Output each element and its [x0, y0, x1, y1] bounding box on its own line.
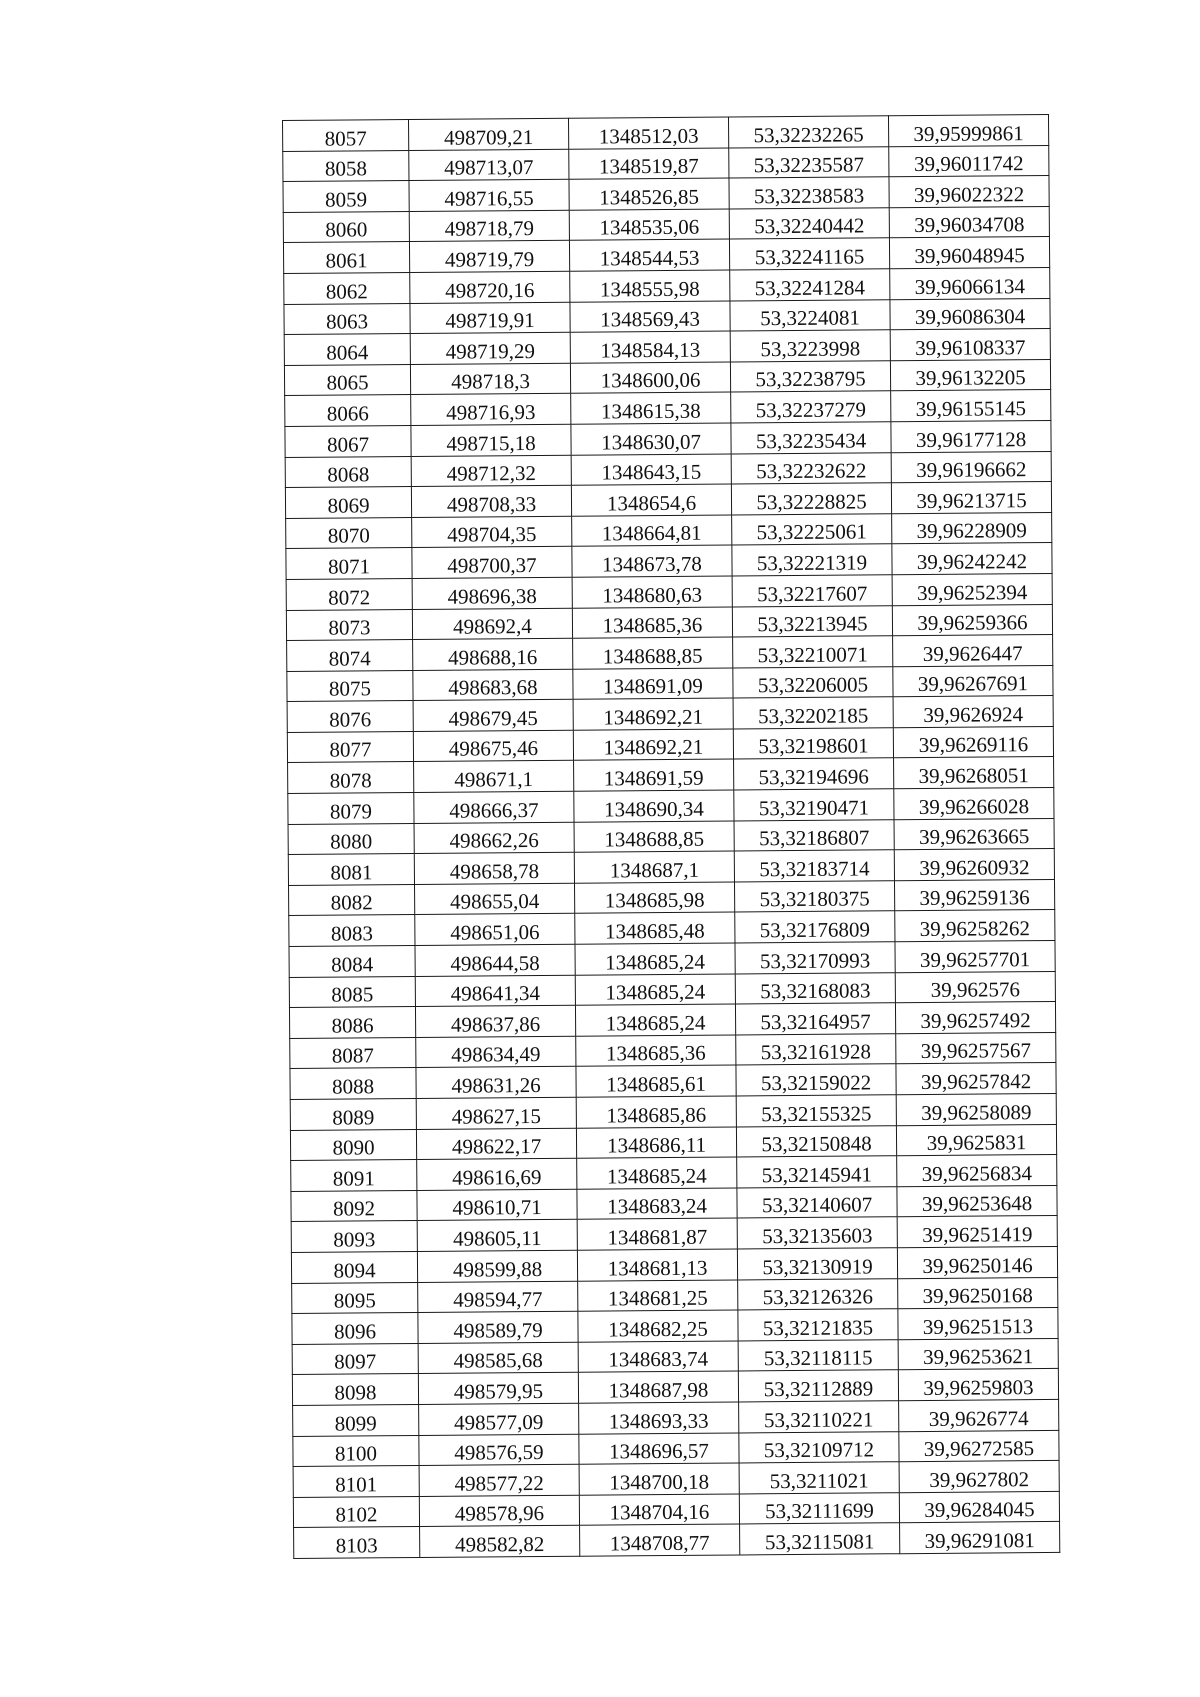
latitude-cell: 53,32155325 [736, 1095, 896, 1127]
x-coordinate-cell: 498655,04 [415, 883, 575, 915]
point-number-cell: 8060 [283, 211, 409, 243]
latitude-cell: 53,32161928 [736, 1034, 896, 1066]
latitude-cell: 53,32225061 [732, 513, 892, 545]
point-number-cell: 8103 [294, 1527, 420, 1559]
longitude-cell: 39,96228909 [892, 512, 1052, 544]
latitude-cell: 53,32235434 [731, 422, 891, 454]
longitude-cell: 39,96257701 [895, 940, 1055, 972]
latitude-cell: 53,32130919 [737, 1248, 897, 1280]
x-coordinate-cell: 498576,59 [419, 1434, 579, 1466]
x-coordinate-cell: 498692,4 [412, 608, 572, 640]
x-coordinate-cell: 498662,26 [414, 822, 574, 854]
y-coordinate-cell: 1348700,18 [579, 1463, 739, 1495]
y-coordinate-cell: 1348692,21 [573, 729, 733, 761]
x-coordinate-cell: 498634,49 [416, 1036, 576, 1068]
longitude-cell: 39,96253648 [897, 1185, 1057, 1217]
x-coordinate-cell: 498582,82 [420, 1526, 580, 1558]
x-coordinate-cell: 498599,88 [417, 1250, 577, 1282]
latitude-cell: 53,32238795 [730, 360, 890, 392]
latitude-cell: 53,32168083 [735, 972, 895, 1004]
x-coordinate-cell: 498605,11 [417, 1220, 577, 1252]
longitude-cell: 39,96034708 [889, 206, 1049, 238]
point-number-cell: 8073 [286, 609, 412, 641]
point-number-cell: 8084 [289, 946, 415, 978]
y-coordinate-cell: 1348630,07 [571, 423, 731, 455]
longitude-cell: 39,96259136 [894, 879, 1054, 911]
longitude-cell: 39,96259803 [898, 1369, 1058, 1401]
y-coordinate-cell: 1348673,78 [572, 545, 732, 577]
point-number-cell: 8095 [292, 1282, 418, 1314]
y-coordinate-cell: 1348691,09 [573, 668, 733, 700]
longitude-cell: 39,96268051 [894, 757, 1054, 789]
y-coordinate-cell: 1348569,43 [570, 301, 730, 333]
point-number-cell: 8097 [292, 1343, 418, 1375]
latitude-cell: 53,32164957 [735, 1003, 895, 1035]
y-coordinate-cell: 1348682,25 [578, 1310, 738, 1342]
y-coordinate-cell: 1348688,85 [574, 821, 734, 853]
x-coordinate-cell: 498716,93 [411, 394, 571, 426]
longitude-cell: 39,96256834 [897, 1155, 1057, 1187]
point-number-cell: 8102 [293, 1496, 419, 1528]
x-coordinate-cell: 498683,68 [413, 669, 573, 701]
latitude-cell: 53,32240442 [729, 208, 889, 240]
longitude-cell: 39,96132205 [890, 359, 1050, 391]
latitude-cell: 53,32170993 [735, 942, 895, 974]
latitude-cell: 53,3211021 [739, 1462, 899, 1494]
y-coordinate-cell: 1348685,36 [576, 1035, 736, 1067]
latitude-cell: 53,32135603 [737, 1217, 897, 1249]
y-coordinate-cell: 1348600,06 [570, 362, 730, 394]
longitude-cell: 39,96177128 [891, 420, 1051, 452]
y-coordinate-cell: 1348708,77 [580, 1524, 740, 1556]
x-coordinate-cell: 498577,09 [419, 1403, 579, 1435]
latitude-cell: 53,32145941 [737, 1156, 897, 1188]
point-number-cell: 8077 [287, 731, 413, 763]
x-coordinate-cell: 498713,07 [409, 149, 569, 181]
latitude-cell: 53,32194696 [734, 758, 894, 790]
longitude-cell: 39,9625831 [896, 1124, 1056, 1156]
longitude-cell: 39,9627802 [899, 1461, 1059, 1493]
x-coordinate-cell: 498666,37 [414, 791, 574, 823]
x-coordinate-cell: 498579,95 [418, 1373, 578, 1405]
longitude-cell: 39,96267691 [893, 665, 1053, 697]
point-number-cell: 8069 [285, 487, 411, 519]
latitude-cell: 53,32112889 [738, 1370, 898, 1402]
x-coordinate-cell: 498718,3 [410, 363, 570, 395]
longitude-cell: 39,96258089 [896, 1093, 1056, 1125]
point-number-cell: 8066 [285, 395, 411, 427]
point-number-cell: 8058 [283, 150, 409, 182]
x-coordinate-cell: 498585,68 [418, 1342, 578, 1374]
x-coordinate-cell: 498679,45 [413, 700, 573, 732]
y-coordinate-cell: 1348693,33 [579, 1402, 739, 1434]
longitude-cell: 39,96242242 [892, 543, 1052, 575]
y-coordinate-cell: 1348688,85 [573, 637, 733, 669]
y-coordinate-cell: 1348687,1 [574, 851, 734, 883]
y-coordinate-cell: 1348686,11 [576, 1127, 736, 1159]
x-coordinate-cell: 498719,91 [410, 302, 570, 334]
longitude-cell: 39,96263665 [894, 818, 1054, 850]
latitude-cell: 53,32183714 [734, 850, 894, 882]
point-number-cell: 8072 [286, 578, 412, 610]
longitude-cell: 39,96257567 [896, 1032, 1056, 1064]
latitude-cell: 53,32180375 [734, 881, 894, 913]
longitude-cell: 39,9626447 [893, 635, 1053, 667]
x-coordinate-cell: 498720,16 [410, 271, 570, 303]
x-coordinate-cell: 498708,33 [411, 485, 571, 517]
coordinate-table [282, 114, 1060, 1559]
y-coordinate-cell: 1348681,13 [577, 1249, 737, 1281]
point-number-cell: 8085 [289, 976, 415, 1008]
y-coordinate-cell: 1348519,87 [569, 148, 729, 180]
point-number-cell: 8078 [288, 762, 414, 794]
x-coordinate-cell: 498704,35 [412, 516, 572, 548]
x-coordinate-cell: 498641,34 [415, 975, 575, 1007]
latitude-cell: 53,32232265 [728, 116, 888, 148]
x-coordinate-cell: 498644,58 [415, 944, 575, 976]
point-number-cell: 8075 [287, 670, 413, 702]
x-coordinate-cell: 498719,29 [410, 332, 570, 364]
point-number-cell: 8068 [285, 456, 411, 488]
x-coordinate-cell: 498709,21 [409, 118, 569, 150]
point-number-cell: 8101 [293, 1466, 419, 1498]
coordinate-table-body [283, 114, 1060, 1558]
latitude-cell: 53,32237279 [731, 391, 891, 423]
longitude-cell: 39,96155145 [891, 390, 1051, 422]
latitude-cell: 53,32210071 [733, 636, 893, 668]
point-number-cell: 8083 [289, 915, 415, 947]
longitude-cell: 39,96011742 [889, 145, 1049, 177]
y-coordinate-cell: 1348696,57 [579, 1432, 739, 1464]
latitude-cell: 53,32238583 [729, 177, 889, 209]
longitude-cell: 39,96258262 [895, 910, 1055, 942]
x-coordinate-cell: 498715,18 [411, 424, 571, 456]
point-number-cell: 8065 [284, 364, 410, 396]
latitude-cell: 53,32118115 [738, 1339, 898, 1371]
latitude-cell: 53,3224081 [730, 299, 890, 331]
longitude-cell: 39,95999861 [888, 114, 1048, 146]
latitude-cell: 53,32109712 [739, 1431, 899, 1463]
point-number-cell: 8071 [286, 548, 412, 580]
x-coordinate-cell: 498651,06 [415, 914, 575, 946]
point-number-cell: 8087 [290, 1037, 416, 1069]
point-number-cell: 8089 [290, 1098, 416, 1130]
longitude-cell: 39,96291081 [900, 1522, 1060, 1554]
longitude-cell: 39,96257492 [895, 1002, 1055, 1034]
latitude-cell: 53,32140607 [737, 1186, 897, 1218]
latitude-cell: 53,32206005 [733, 666, 893, 698]
point-number-cell: 8094 [291, 1251, 417, 1283]
x-coordinate-cell: 498616,69 [417, 1158, 577, 1190]
x-coordinate-cell: 498594,77 [418, 1281, 578, 1313]
y-coordinate-cell: 1348690,34 [574, 790, 734, 822]
x-coordinate-cell: 498719,79 [409, 241, 569, 273]
longitude-cell: 39,96108337 [890, 329, 1050, 361]
latitude-cell: 53,32190471 [734, 789, 894, 821]
point-number-cell: 8082 [289, 884, 415, 916]
latitude-cell: 53,32159022 [736, 1064, 896, 1096]
table-row [294, 1522, 1060, 1559]
latitude-cell: 53,32217607 [732, 575, 892, 607]
x-coordinate-cell: 498610,71 [417, 1189, 577, 1221]
y-coordinate-cell: 1348685,98 [575, 882, 735, 914]
y-coordinate-cell: 1348687,98 [578, 1371, 738, 1403]
point-number-cell: 8093 [291, 1221, 417, 1253]
latitude-cell: 53,32213945 [732, 605, 892, 637]
point-number-cell: 8099 [293, 1404, 419, 1436]
y-coordinate-cell: 1348555,98 [570, 270, 730, 302]
point-number-cell: 8070 [286, 517, 412, 549]
y-coordinate-cell: 1348704,16 [579, 1494, 739, 1526]
y-coordinate-cell: 1348535,06 [569, 209, 729, 241]
x-coordinate-cell: 498578,96 [419, 1495, 579, 1527]
longitude-cell: 39,96251419 [897, 1216, 1057, 1248]
point-number-cell: 8098 [292, 1374, 418, 1406]
point-number-cell: 8074 [287, 640, 413, 672]
latitude-cell: 53,32150848 [736, 1125, 896, 1157]
longitude-cell: 39,96269116 [893, 726, 1053, 758]
latitude-cell: 53,32186807 [734, 819, 894, 851]
y-coordinate-cell: 1348512,03 [568, 117, 728, 149]
latitude-cell: 53,32176809 [735, 911, 895, 943]
point-number-cell: 8067 [285, 425, 411, 457]
latitude-cell: 53,32111699 [739, 1492, 899, 1524]
y-coordinate-cell: 1348685,24 [575, 1004, 735, 1036]
point-number-cell: 8062 [284, 272, 410, 304]
longitude-cell: 39,96259366 [892, 604, 1052, 636]
x-coordinate-cell: 498589,79 [418, 1311, 578, 1343]
point-number-cell: 8076 [287, 701, 413, 733]
x-coordinate-cell: 498637,86 [415, 1005, 575, 1037]
x-coordinate-cell: 498671,1 [414, 761, 574, 793]
y-coordinate-cell: 1348680,63 [572, 576, 732, 608]
x-coordinate-cell: 498627,15 [416, 1097, 576, 1129]
x-coordinate-cell: 498631,26 [416, 1067, 576, 1099]
longitude-cell: 39,962576 [895, 971, 1055, 1003]
point-number-cell: 8079 [288, 793, 414, 825]
longitude-cell: 39,96252394 [892, 573, 1052, 605]
y-coordinate-cell: 1348685,48 [575, 912, 735, 944]
longitude-cell: 39,96196662 [891, 451, 1051, 483]
point-number-cell: 8057 [283, 120, 409, 152]
point-number-cell: 8090 [290, 1129, 416, 1161]
y-coordinate-cell: 1348643,15 [571, 454, 731, 486]
point-number-cell: 8092 [291, 1190, 417, 1222]
latitude-cell: 53,32121835 [738, 1309, 898, 1341]
point-number-cell: 8063 [284, 303, 410, 335]
x-coordinate-cell: 498577,22 [419, 1464, 579, 1496]
y-coordinate-cell: 1348691,59 [574, 759, 734, 791]
longitude-cell: 39,96257842 [896, 1063, 1056, 1095]
longitude-cell: 39,96086304 [890, 298, 1050, 330]
x-coordinate-cell: 498718,79 [409, 210, 569, 242]
latitude-cell: 53,32241284 [730, 269, 890, 301]
y-coordinate-cell: 1348544,53 [569, 239, 729, 271]
x-coordinate-cell: 498696,38 [412, 577, 572, 609]
longitude-cell: 39,96284045 [899, 1491, 1059, 1523]
y-coordinate-cell: 1348681,87 [577, 1218, 737, 1250]
longitude-cell: 39,96272585 [899, 1430, 1059, 1462]
point-number-cell: 8091 [291, 1160, 417, 1192]
y-coordinate-cell: 1348526,85 [569, 178, 729, 210]
x-coordinate-cell: 498658,78 [414, 852, 574, 884]
point-number-cell: 8061 [283, 242, 409, 274]
x-coordinate-cell: 498622,17 [416, 1128, 576, 1160]
latitude-cell: 53,32202185 [733, 697, 893, 729]
longitude-cell: 39,96048945 [889, 237, 1049, 269]
point-number-cell: 8088 [290, 1068, 416, 1100]
y-coordinate-cell: 1348664,81 [572, 515, 732, 547]
longitude-cell: 39,96253621 [898, 1338, 1058, 1370]
y-coordinate-cell: 1348685,24 [575, 943, 735, 975]
x-coordinate-cell: 498688,16 [413, 638, 573, 670]
point-number-cell: 8096 [292, 1313, 418, 1345]
longitude-cell: 39,96266028 [894, 788, 1054, 820]
y-coordinate-cell: 1348683,74 [578, 1341, 738, 1373]
y-coordinate-cell: 1348683,24 [577, 1188, 737, 1220]
longitude-cell: 39,9626924 [893, 696, 1053, 728]
x-coordinate-cell: 498700,37 [412, 547, 572, 579]
point-number-cell: 8086 [289, 1007, 415, 1039]
y-coordinate-cell: 1348654,6 [571, 484, 731, 516]
x-coordinate-cell: 498675,46 [413, 730, 573, 762]
latitude-cell: 53,32198601 [733, 728, 893, 760]
latitude-cell: 53,32126326 [738, 1278, 898, 1310]
y-coordinate-cell: 1348685,86 [576, 1096, 736, 1128]
latitude-cell: 53,32115081 [740, 1523, 900, 1555]
point-number-cell: 8080 [288, 823, 414, 855]
x-coordinate-cell: 498716,55 [409, 179, 569, 211]
y-coordinate-cell: 1348685,24 [575, 974, 735, 1006]
point-number-cell: 8081 [288, 854, 414, 886]
y-coordinate-cell: 1348685,36 [572, 606, 732, 638]
longitude-cell: 39,96213715 [891, 482, 1051, 514]
y-coordinate-cell: 1348615,38 [571, 392, 731, 424]
latitude-cell: 53,32228825 [731, 483, 891, 515]
latitude-cell: 53,32235587 [729, 146, 889, 178]
longitude-cell: 39,96260932 [894, 849, 1054, 881]
point-number-cell: 8100 [293, 1435, 419, 1467]
y-coordinate-cell: 1348584,13 [570, 331, 730, 363]
longitude-cell: 39,96250146 [897, 1246, 1057, 1278]
longitude-cell: 39,9626774 [899, 1399, 1059, 1431]
y-coordinate-cell: 1348685,24 [577, 1157, 737, 1189]
latitude-cell: 53,3223998 [730, 330, 890, 362]
x-coordinate-cell: 498712,32 [411, 455, 571, 487]
latitude-cell: 53,32110221 [739, 1401, 899, 1433]
latitude-cell: 53,32241165 [729, 238, 889, 270]
latitude-cell: 53,32221319 [732, 544, 892, 576]
longitude-cell: 39,96250168 [898, 1277, 1058, 1309]
longitude-cell: 39,96066134 [890, 267, 1050, 299]
longitude-cell: 39,96251513 [898, 1308, 1058, 1340]
point-number-cell: 8059 [283, 181, 409, 213]
y-coordinate-cell: 1348692,21 [573, 698, 733, 730]
point-number-cell: 8064 [284, 334, 410, 366]
y-coordinate-cell: 1348681,25 [578, 1280, 738, 1312]
latitude-cell: 53,32232622 [731, 452, 891, 484]
y-coordinate-cell: 1348685,61 [576, 1065, 736, 1097]
longitude-cell: 39,96022322 [889, 176, 1049, 208]
